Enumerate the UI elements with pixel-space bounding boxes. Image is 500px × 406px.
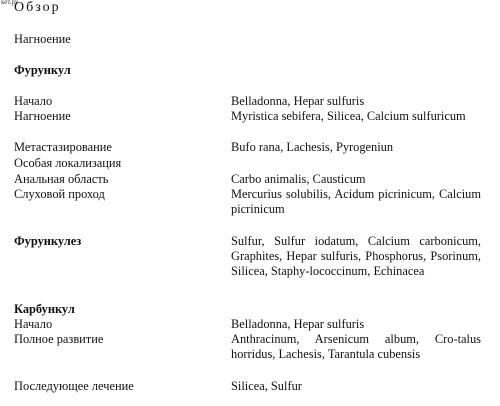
row-value-sluhovoy-prohod: Mercurius solubilis, Acidum picrinicum, Calcium picrinicum (231, 187, 481, 216)
row-value-nagnoenie: Myristica sebifera, Silicea, Calcium sulfuricum (231, 109, 466, 123)
row-label-nagnoenie: Нагноение (14, 109, 71, 123)
row-label-polnoe-razvitie: Полное развитие (14, 332, 104, 346)
row-label-sluhovoy-prohod: Слуховой проход (14, 187, 105, 201)
corner-watermark: кет.ру (1, 0, 19, 6)
row-value-analnaya-oblast: Carbo animalis, Causticum (231, 172, 366, 186)
row-label-osobaya-lokalizaciya: Особая локализация (14, 156, 122, 170)
row-label-karbunkul-nachalo: Начало (14, 317, 53, 331)
row-label-nachalo: Начало (14, 94, 53, 108)
row-label-posleduyushchee-lechenie: Последующее лечение (14, 379, 134, 393)
section-title-furunkulez: Фурункулез (14, 234, 82, 248)
page-heading: Обзор (14, 0, 61, 15)
row-value-metastazirovanie: Bufo rana, Lachesis, Pyrogeniun (231, 140, 394, 154)
row-value-polnoe-razvitie: Anthracinum, Arsenicum album, Cro-talus horridus, Lachesis, Tarantula cubensis (231, 332, 481, 361)
section-title-nagnoenie: Нагноение (14, 32, 71, 46)
row-value-furunkulez: Sulfur, Sulfur iodatum, Calcium carbonicum, Graphites, Hepar sulfuris, Phosphorus, Psorinum, Silicea, Staphy-lococcinum, Echinacea (231, 234, 481, 278)
section-title-karbunkul: Карбункул (14, 302, 75, 316)
row-label-analnaya-oblast: Анальная область (14, 172, 109, 186)
row-value-nachalo: Belladonna, Hepar sulfuris (231, 94, 365, 108)
row-value-posleduyushchee-lechenie: Silicea, Sulfur (231, 379, 302, 393)
row-value-karbunkul-nachalo: Belladonna, Hepar sulfuris (231, 317, 365, 331)
row-label-metastazirovanie: Метастазирование (14, 140, 112, 154)
section-title-furunkul: Фурункул (14, 63, 71, 77)
